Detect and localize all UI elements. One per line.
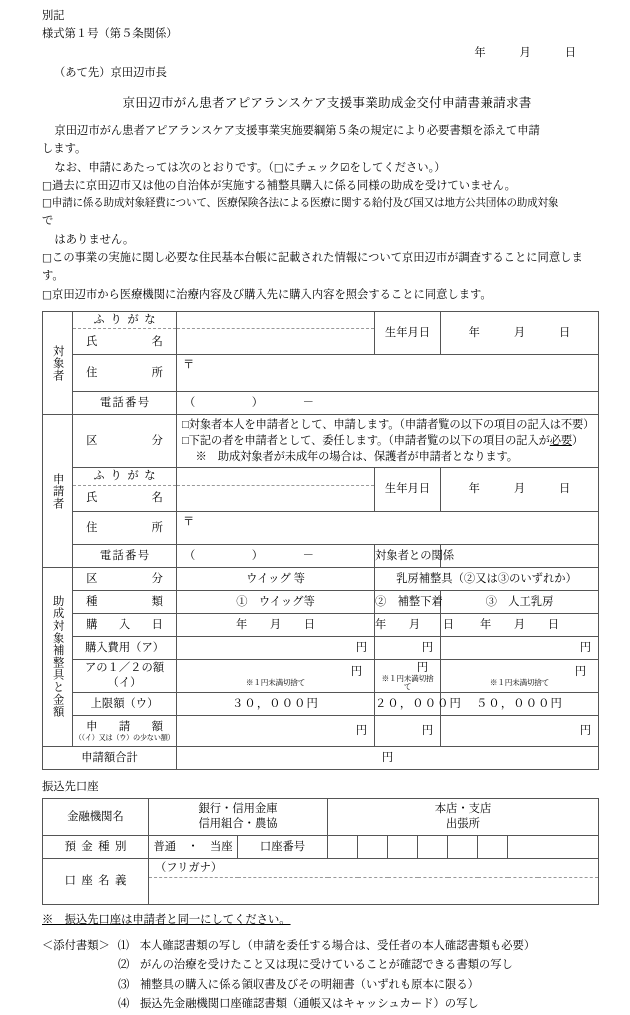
josei-half-1[interactable] (177, 659, 375, 692)
intro-p2-part-a: なお、申請にあたっては次のとおりです。（ (54, 161, 274, 174)
shinseisha-relation-label: 対象者との関係 (375, 544, 441, 567)
josei-half-3-yen: 円 (574, 665, 586, 678)
account-digit-cell[interactable] (358, 836, 388, 859)
table-row (43, 311, 599, 328)
table-row (43, 799, 599, 836)
attachment-text: 振込先金融機関口座確認書類（通帳又はキャッシュカード）の写し (140, 998, 479, 1011)
attachment-num: ⑴ (117, 939, 130, 952)
josei-cost-3[interactable]: 円 (441, 636, 599, 659)
josei-half-3-note: ※１円未満切捨て (489, 678, 550, 688)
shinseisha-name-label: 氏 名 (73, 485, 177, 511)
checked-checkbox-icon: ☑ (339, 161, 350, 174)
taishousha-tel-input[interactable]: （ ） － (177, 392, 599, 415)
josei-half-1-yen: 円 (350, 665, 362, 678)
shinseisha-birth-label: 生年月日 (375, 468, 441, 511)
account-holder-label: 口 座 名 義 (43, 859, 149, 904)
josei-purchase-date-1[interactable]: 年 月 日 (177, 613, 375, 636)
checkbox-icon-1[interactable]: □ (42, 179, 53, 192)
page-title: 京田辺市がん患者アピアランスケア支援事業助成金交付申請書兼請求書 (122, 95, 532, 110)
attachment-num: ⑶ (118, 978, 130, 991)
kubun-note: ※ 助成対象者が未成年の場合は、保護者が申請者となります。 (195, 451, 518, 464)
josei-kubun-label: 区 分 (73, 567, 177, 590)
footer-block (0, 905, 630, 1015)
checkbox-icon-2[interactable]: □ (42, 197, 52, 210)
josei-half-1-note: ※１円未満切捨て (245, 678, 306, 688)
josei-purchase-date-3[interactable]: 年 月 日 (441, 613, 599, 636)
josei-half-3[interactable] (441, 659, 599, 692)
account-digit-cell[interactable] (448, 836, 478, 859)
bank-account-note: ※ 振込先口座は申請者と同一にしてください。 (42, 913, 291, 926)
table-row (43, 355, 599, 392)
josei-request-label-main: 申 請 額 (86, 720, 168, 733)
josei-half-label-line1: アの１／２の額 (84, 661, 165, 674)
consent-text-4: 京田辺市から医療機関に治療内容及び購入先に購入内容を照会することに同意します。 (52, 288, 492, 301)
checkbox-icon-4[interactable]: □ (42, 288, 53, 301)
account-digit-cell[interactable] (478, 836, 508, 859)
josei-kubun-breast: 乳房補整具（②又は③のいずれか） (375, 567, 599, 590)
attachment-num: ⑵ (118, 959, 130, 972)
josei-request-label-note: （（イ）又は（ウ）の少ない額） (74, 733, 175, 742)
account-digit-cell[interactable] (388, 836, 418, 859)
josei-half-2[interactable] (375, 659, 441, 692)
intro-text-block (0, 116, 630, 304)
taishousha-birth-input[interactable]: 年 月 日 (441, 311, 599, 354)
consent-text-2: 申請に係る助成対象経費について、医療保険各法による医療に関する給付及び国又は地方公共団体の助成対象 (51, 198, 559, 210)
attachment-text: 本人確認書類の写し（申請を委任する場合は、受任者の本人確認書類も必要） (139, 939, 536, 952)
shinseisha-kubun-label: 区 分 (73, 415, 177, 468)
josei-request-1[interactable]: 円 (177, 715, 375, 746)
table-row (43, 468, 599, 485)
bank-table-wrap (0, 798, 630, 904)
shinseisha-relation-input[interactable] (441, 544, 599, 567)
table-row (43, 836, 599, 859)
account-digit-cell[interactable] (508, 836, 599, 859)
table-row (43, 613, 599, 636)
josei-request-2[interactable]: 円 (375, 715, 441, 746)
empty-checkbox-icon: □ (273, 161, 284, 174)
date-entry-line: 年 月 日 (474, 47, 576, 59)
josei-cost-1[interactable]: 円 (177, 636, 375, 659)
account-digit-cell[interactable] (328, 836, 358, 859)
bekki-label: 別記 (42, 10, 65, 22)
table-row (43, 415, 599, 468)
table-row (43, 636, 599, 659)
section-label-josei: 助成対象補整具と金額 (43, 567, 73, 746)
consent-text-2-wrap-a: で (42, 215, 54, 228)
josei-shurui-label: 種 類 (73, 590, 177, 613)
josei-purchase-date-2[interactable]: 年 月 日 (375, 613, 441, 636)
deposit-type-input[interactable]: 普通 ・ 当座 (149, 836, 238, 859)
josei-shurui-1: ① ウイッグ等 (177, 590, 375, 613)
attachment-indent-spacer (42, 976, 118, 995)
taishousha-tel-label: 電話番号 (73, 392, 177, 415)
josei-half-label (73, 659, 177, 692)
account-holder-input[interactable] (149, 877, 599, 904)
shinseisha-name-input[interactable] (177, 485, 375, 511)
consent-text-3: この事業の実施に関し必要な住民基本台帳に記載された情報について京田辺市が調査することに同意します。 (42, 251, 583, 283)
josei-purchase-date-label: 購 入 日 (73, 613, 177, 636)
bank-name-label: 金融機関名 (43, 799, 149, 836)
table-row (43, 659, 599, 692)
josei-limit-3: ５０，０００円 (441, 692, 599, 715)
table-row (43, 567, 599, 590)
taishousha-birth-label: 生年月日 (375, 311, 441, 354)
josei-cost-label: 購入費用（ア） (73, 636, 177, 659)
shinseisha-furigana-label: ふりがな (73, 468, 177, 485)
table-row (43, 544, 599, 567)
shinseisha-kubun-options[interactable] (177, 415, 599, 468)
consent-text-1: 過去に京田辺市又は他の自治体が実施する補整具購入に係る同様の助成を受けていません。 (52, 179, 516, 192)
shinseisha-address-label: 住 所 (73, 511, 177, 544)
josei-request-3[interactable]: 円 (441, 715, 599, 746)
shinseisha-tel-input[interactable]: （ ） － (177, 544, 375, 567)
bank-branch-line2: 出張所 (446, 818, 480, 831)
table-row (43, 392, 599, 415)
consent-checkbox-row-4[interactable] (42, 286, 600, 304)
table-row (43, 590, 599, 613)
checkbox-icon-3[interactable]: □ (42, 251, 53, 264)
josei-limit-1: ３０，０００円 (177, 692, 375, 715)
table-row (43, 859, 599, 877)
josei-shurui-3: ③ 人工乳房 (441, 590, 599, 613)
kubun-option-2[interactable] (182, 433, 598, 449)
attachment-row (42, 956, 600, 975)
taishousha-address-label: 住 所 (73, 355, 177, 392)
intro-paragraph-1: 京田辺市がん患者アピアランスケア支援事業実施要綱第５条の規定により必要書類を添えて申請 (54, 125, 540, 138)
consent-checkbox-row-2[interactable] (42, 195, 600, 212)
bank-table (42, 798, 599, 904)
attachments-label: ＜添付書類＞ (42, 939, 110, 952)
shinseisha-furigana-input[interactable] (177, 468, 375, 485)
bank-section-title: 振込先口座 (42, 780, 99, 793)
josei-total-value[interactable]: 円 (177, 746, 599, 769)
consent-checkbox-row-3[interactable] (42, 249, 600, 286)
attachment-indent-spacer (42, 995, 118, 1014)
shinseisha-address-input[interactable]: 〒 (177, 511, 599, 544)
addressee: （あて先）京田辺市長 (54, 67, 167, 80)
josei-half-label-line2: （イ） (107, 676, 142, 689)
consent-text-2-wrap-b: はありません。 (54, 233, 135, 246)
shinseisha-birth-input[interactable]: 年 月 日 (441, 468, 599, 511)
josei-kubun-wig: ウイッグ 等 (177, 567, 375, 590)
bank-branch-input[interactable] (328, 799, 599, 836)
attachment-row (42, 976, 600, 995)
taishousha-furigana-input[interactable] (177, 311, 375, 328)
intro-p2-part-b: にチェック (283, 161, 340, 174)
account-number-label: 口座番号 (238, 836, 328, 859)
deposit-type-label: 預 金 種 別 (43, 836, 149, 859)
table-row (43, 692, 599, 715)
main-form-table-wrap (0, 304, 630, 770)
josei-half-2-yen: 円 (416, 661, 428, 674)
josei-request-label (73, 715, 177, 746)
attachments-block (42, 928, 600, 1015)
bank-branch-line1: 本店・支店 (434, 802, 492, 815)
document-header (0, 0, 630, 116)
josei-total-label: 申請額合計 (43, 746, 177, 769)
consent-checkbox-row-1[interactable] (42, 177, 600, 195)
josei-limit-label: 上限額（ウ） (73, 692, 177, 715)
account-holder-furigana[interactable]: （フリガナ） (149, 859, 599, 877)
josei-cost-2[interactable]: 円 (375, 636, 441, 659)
bank-name-input[interactable] (149, 799, 328, 836)
taishousha-name-label: 氏 名 (73, 329, 177, 355)
table-row (43, 746, 599, 769)
josei-half-2-note: ※１円未満切捨て (381, 674, 434, 692)
kubun-option-2-b: ） (572, 435, 584, 448)
form-number: 様式第１号（第５条関係） (42, 27, 178, 40)
kubun-option-2-a: □下記の者を申請者として、委任します。（申請者覧の以下の項目の記入が (182, 435, 550, 448)
attachment-text: がんの治療を受けたこと又は現に受けていることが確認できる書類の写し (140, 959, 513, 972)
intro-paragraph-1-cont: します。 (42, 143, 87, 156)
josei-limit-2: ２０，０００円 (375, 692, 441, 715)
taishousha-furigana-label: ふりがな (73, 311, 177, 328)
attachment-text: 補整具の購入に係る領収書及びその明細書（いずれも原本に限る） (140, 978, 479, 991)
attachment-num: ⑷ (118, 998, 130, 1011)
attachment-indent-spacer (42, 956, 118, 975)
kubun-option-1[interactable]: □対象者本人を申請者として、申請します。（申請者覧の以下の項目の記入は不要） (182, 419, 595, 432)
table-row (43, 511, 599, 544)
bank-type-line1: 銀行・信用金庫 (198, 802, 278, 815)
josei-shurui-2: ② 補整下着 (375, 590, 441, 613)
main-form-table (42, 311, 599, 770)
table-row (43, 715, 599, 746)
shinseisha-tel-label: 電話番号 (73, 544, 177, 567)
attachment-row (42, 937, 600, 956)
section-label-taishousha: 対象者 (43, 311, 73, 414)
taishousha-address-input[interactable]: 〒 (177, 355, 599, 392)
attachment-row (42, 995, 600, 1014)
intro-p2-part-c: をしてください。） (349, 161, 446, 174)
section-label-shinseisha: 申請者 (43, 415, 73, 567)
taishousha-name-input[interactable] (177, 329, 375, 355)
account-digit-cell[interactable] (418, 836, 448, 859)
bank-type-line2: 信用組合・農協 (198, 818, 278, 831)
intro-paragraph-2 (42, 159, 600, 177)
kubun-option-2-underline: 必要 (549, 435, 573, 448)
